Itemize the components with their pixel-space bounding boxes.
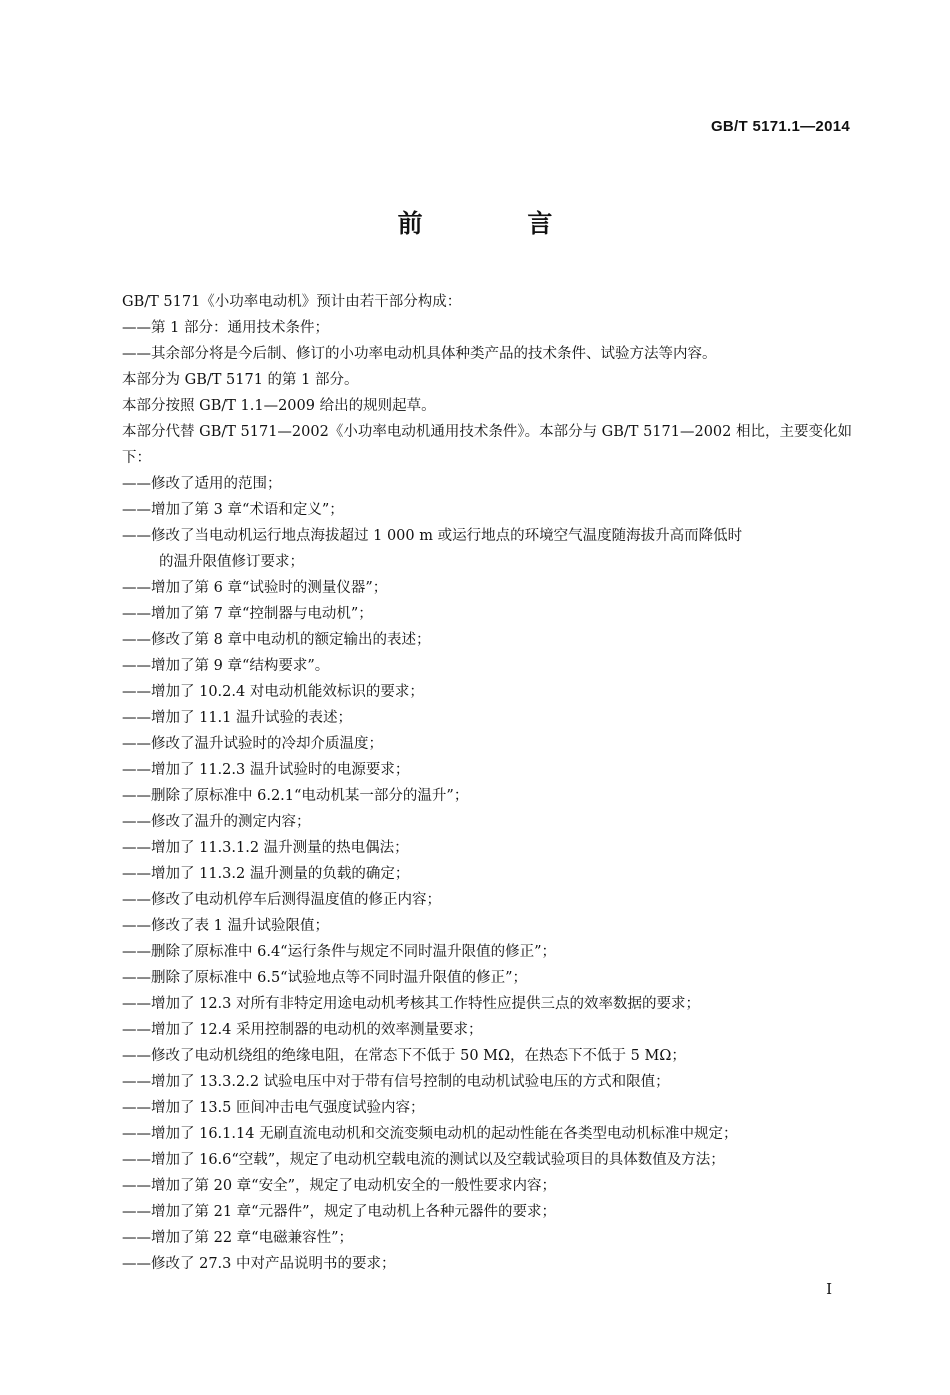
change-item: ——增加了第 22 章“电磁兼容性”； <box>122 1230 353 1246</box>
change-item: ——删除了原标准中 6.4“运行条件与规定不同时温升限值的修正”； <box>122 944 556 960</box>
change-item: ——修改了电动机绕组的绝缘电阻，在常态下不低于 50 MΩ，在热态下不低于 5 MΩ； <box>122 1048 686 1064</box>
change-item: ——增加了 12.3 对所有非特定用途电动机考核其工作特性应提供三点的效率数据的要求； <box>122 996 701 1012</box>
change-item: ——增加了 11.2.3 温升试验时的电源要求； <box>122 762 410 778</box>
change-item: ——增加了第 3 章“术语和定义”； <box>122 502 344 518</box>
change-item: ——修改了适用的范围； <box>122 476 282 492</box>
standard-code: GB/T 5171.1—2014 <box>710 118 850 135</box>
change-item: ——增加了 10.2.4 对电动机能效标识的要求； <box>122 684 424 700</box>
change-item: ——增加了第 9 章“结构要求”。 <box>122 658 330 674</box>
intro-line: ——第 1 部分：通用技术条件； <box>122 320 329 336</box>
change-item: ——增加了 16.1.14 无刷直流电动机和交流变频电动机的起动性能在各类型电动机标准中规定； <box>122 1126 738 1142</box>
change-item: ——增加了 11.1 温升试验的表述； <box>122 710 353 726</box>
change-item: ——修改了当电动机运行地点海拔超过 1 000 m 或运行地点的环境空气温度随海拔升高而降低时 <box>122 528 743 544</box>
intro-line: ——其余部分将是今后制、修订的小功率电动机具体种类产品的技术条件、试验方法等内容。 <box>122 346 717 362</box>
change-item: ——删除了原标准中 6.2.1“电动机某一部分的温升”； <box>122 788 469 804</box>
change-item: ——增加了 11.3.1.2 温升测量的热电偶法； <box>122 840 409 856</box>
change-item: ——修改了温升试验时的冷却介质温度； <box>122 736 383 752</box>
intro-line: 本部分为 GB/T 5171 的第 1 部分。 <box>122 372 359 388</box>
change-item: ——修改了第 8 章中电动机的额定输出的表述； <box>122 632 431 648</box>
page-number: I <box>826 1280 832 1298</box>
change-item: ——增加了 11.3.2 温升测量的负载的确定； <box>122 866 410 882</box>
foreword-body <box>92 289 862 1277</box>
change-item: ——修改了 27.3 中对产品说明书的要求； <box>122 1256 396 1272</box>
change-item: ——修改了表 1 温升试验限值； <box>122 918 329 934</box>
change-item: ——修改了温升的测定内容； <box>122 814 311 830</box>
change-item: ——增加了第 6 章“试验时的测量仪器”； <box>122 580 388 596</box>
change-item: ——增加了 13.3.2.2 试验电压中对于带有信号控制的电动机试验电压的方式和限值； <box>122 1074 670 1090</box>
change-item: ——增加了 12.4 采用控制器的电动机的效率测量要求； <box>122 1022 483 1038</box>
intro-line: GB/T 5171《小功率电动机》预计由若干部分构成： <box>122 294 462 310</box>
page-title: 前 言 <box>397 209 601 238</box>
change-item: ——增加了第 20 章“安全”，规定了电动机安全的一般性要求内容； <box>122 1178 556 1194</box>
intro-paragraph: 本部分代替 GB/T 5171—2002《小功率电动机通用技术条件》。本部分与 GB/T 5171—2002 相比，主要变化如下： <box>122 424 852 466</box>
change-item: ——修改了电动机停车后测得温度值的修正内容； <box>122 892 441 908</box>
change-item: ——增加了第 21 章“元器件”，规定了电动机上各种元器件的要求； <box>122 1204 556 1220</box>
change-item: ——增加了 16.6“空载”，规定了电动机空载电流的测试以及空载试验项目的具体数值及方法； <box>122 1152 725 1168</box>
change-item: ——增加了 13.5 匝间冲击电气强度试验内容； <box>122 1100 425 1116</box>
change-item-continuation: 的温升限值修订要求； <box>159 554 304 570</box>
change-item: ——增加了第 7 章“控制器与电动机”； <box>122 606 373 622</box>
intro-line: 本部分按照 GB/T 1.1—2009 给出的规则起草。 <box>122 398 436 414</box>
change-item: ——删除了原标准中 6.5“试验地点等不同时温升限值的修正”； <box>122 970 527 986</box>
